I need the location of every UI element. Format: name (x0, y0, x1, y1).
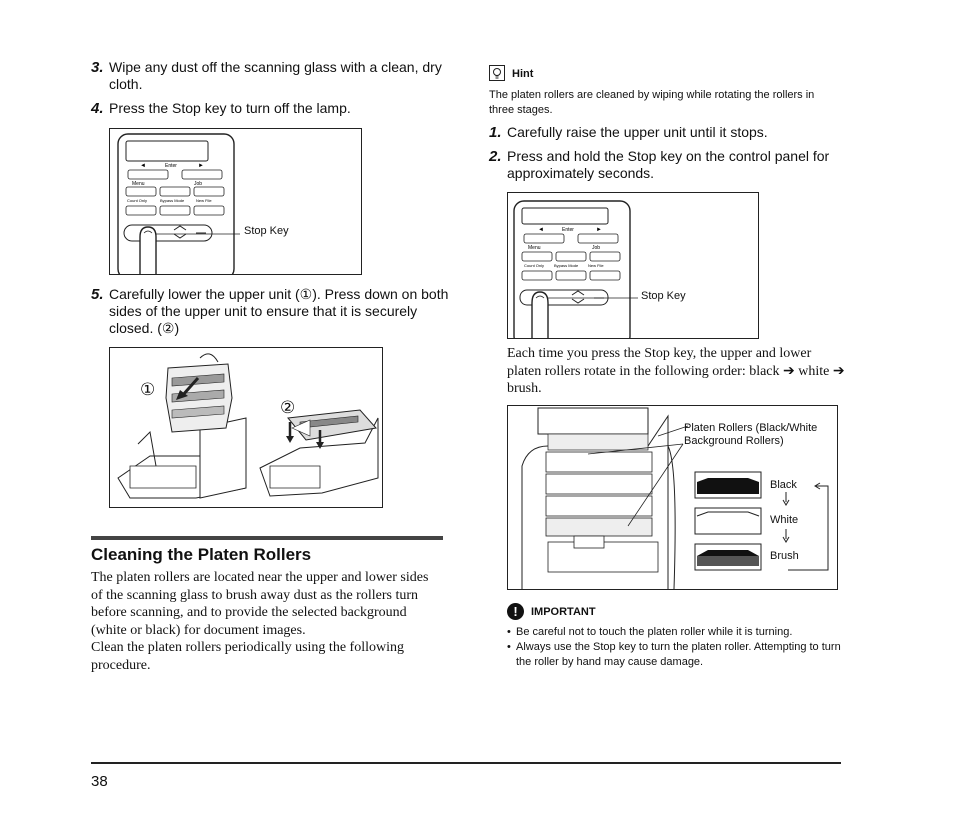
hint-label: Hint (512, 68, 534, 80)
svg-text:►: ► (596, 227, 602, 233)
important-item-text: Be careful not to touch the platen roller while it is turning. (516, 626, 793, 638)
step-5-number: 5. (91, 286, 104, 303)
control-panel-figure-2 (507, 192, 759, 339)
important-list (507, 625, 841, 670)
menu-label: Menu (132, 181, 145, 187)
control-panel-illustration (110, 129, 361, 274)
count-only-label-2: Count Only (524, 263, 545, 268)
step-4-text: Press the Stop key to turn off the lamp. (109, 100, 351, 116)
job-label-2: Job (592, 245, 601, 251)
bullet: • (507, 626, 511, 638)
stop-key-callout-2: Stop Key (641, 290, 686, 302)
important-label: IMPORTANT (531, 606, 596, 618)
new-file-label: New File (196, 198, 212, 203)
svg-text:◄: ◄ (140, 163, 146, 169)
enter-label: Enter (165, 163, 177, 169)
platen-rollers-callout-line-1: Platen Rollers (Black/White (684, 422, 818, 434)
hint-icon (489, 65, 505, 81)
step-3-number: 3. (91, 59, 104, 76)
footer-rule (91, 762, 841, 764)
bypass-mode-label-2: Bypass Mode (554, 263, 579, 268)
warning-icon: ! (507, 603, 524, 620)
black-label: Black (770, 479, 797, 491)
step-1-text: Carefully raise the upper unit until it stops. (507, 124, 768, 140)
control-panel-illustration-2 (508, 193, 758, 338)
new-file-label-2: New File (588, 263, 604, 268)
marker-1: ① (140, 380, 156, 399)
count-only-label: Count Only (127, 198, 148, 203)
enter-label-2: Enter (562, 227, 574, 233)
bullet: • (507, 641, 511, 653)
platen-rollers-figure (507, 405, 838, 590)
section-paragraph-1: The platen rollers are located near the upper and lower sides of the scanning glass to brush away dust as the rollers turn before scanning, and to provide the selected background (white or black) for document images. (91, 570, 429, 638)
scanner-illustration (110, 348, 382, 507)
svg-text:►: ► (198, 163, 204, 169)
step-2-text: Press and hold the Stop key on the control panel for approximately seconds. (507, 148, 830, 181)
important-item-text: Always use the Stop key to turn the platen roller. Attempting to turn the roller by hand may cause damage. (516, 641, 841, 668)
white-label: White (770, 514, 799, 526)
hint-text: The platen rollers are cleaned by wiping while rotating the rollers in three stages. (489, 89, 815, 116)
bypass-mode-label: Bypass Mode (160, 198, 185, 203)
step-4-number: 4. (91, 100, 104, 117)
control-panel-figure (109, 128, 362, 275)
page-number: 38 (91, 773, 108, 790)
section-title: Cleaning the Platen Rollers (91, 545, 312, 564)
step-3-text: Wipe any dust off the scanning glass with a clean, dry cloth. (109, 59, 442, 92)
step-2-number: 2. (489, 148, 502, 165)
platen-rollers-callout-line-2: Background Rollers) (684, 435, 784, 447)
important-item (507, 625, 841, 640)
stop-key-callout: Stop Key (244, 225, 289, 237)
brush-label: Brush (770, 550, 799, 562)
section-heading-rule (91, 536, 443, 540)
section-paragraph-2: Clean the platen rollers periodically using the following procedure. (91, 640, 404, 673)
important-item (507, 640, 841, 670)
step-1-number: 1. (489, 124, 502, 141)
step-5-text: Carefully lower the upper unit (①). Press down on both sides of the upper unit to ensure that it is securely closed. (②) (109, 286, 449, 336)
job-label: Job (194, 181, 203, 187)
menu-label-2: Menu (528, 245, 541, 251)
marker-2: ② (280, 398, 296, 417)
rotation-order-paragraph: Each time you press the Stop key, the upper and lower platen rollers rotate in the following order: black ➔ white ➔ brush. (507, 346, 845, 396)
lower-upper-unit-figure (109, 347, 383, 508)
svg-text:◄: ◄ (538, 227, 544, 233)
